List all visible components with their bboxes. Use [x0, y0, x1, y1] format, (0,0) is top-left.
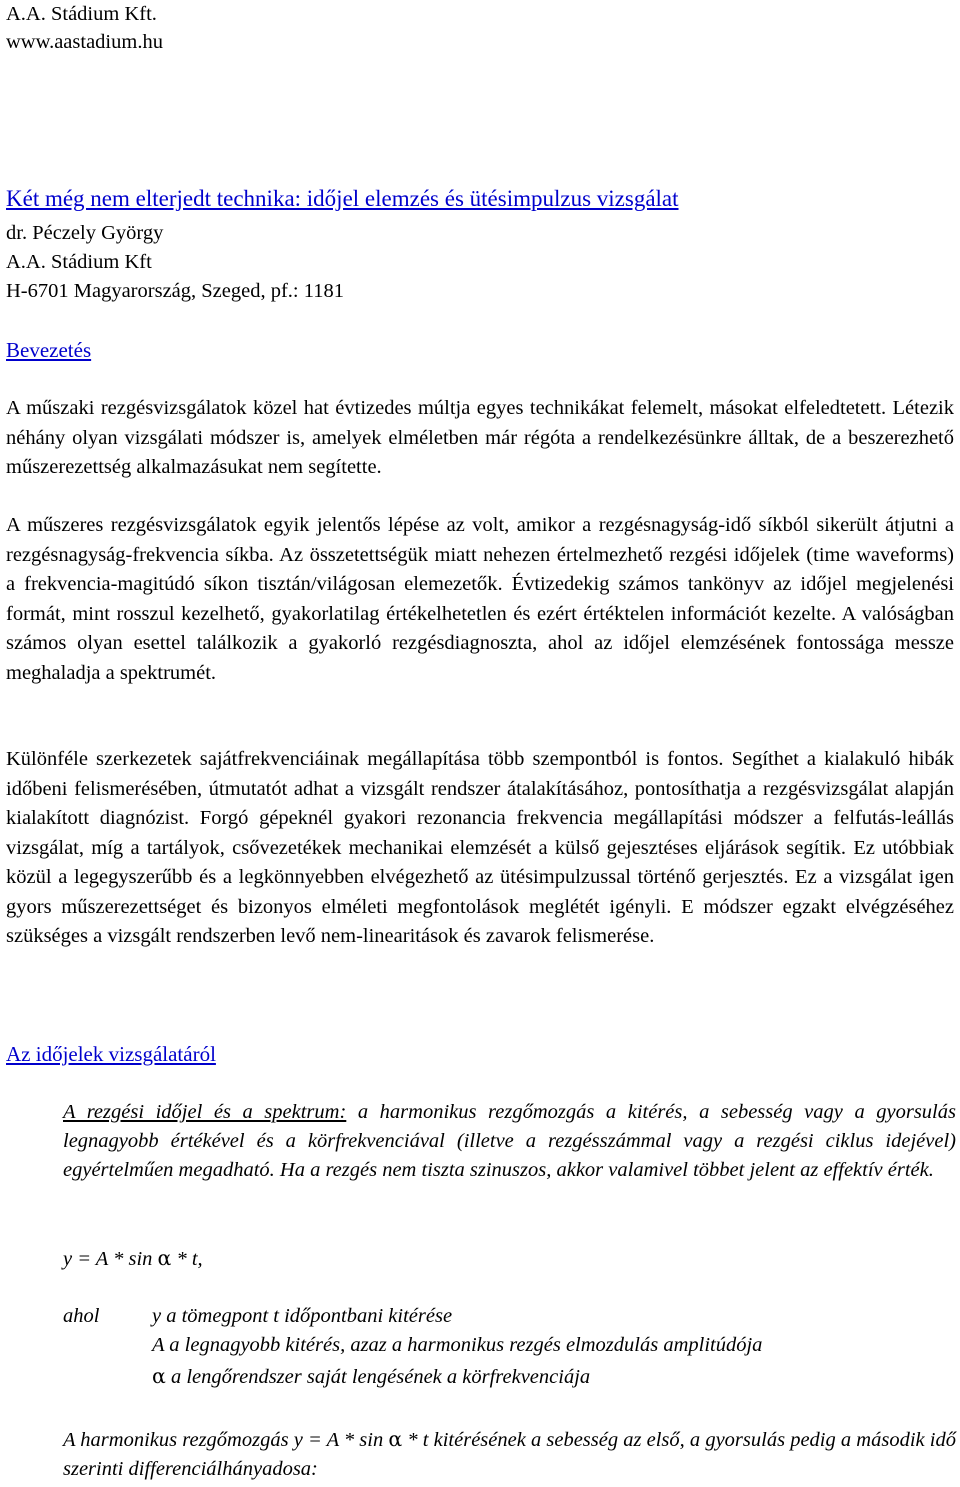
- formula: [63, 1246, 203, 1271]
- author-org: A.A. Stádium Kft: [6, 251, 152, 273]
- section-heading-timesignals: Az időjelek vizsgálatáról: [6, 1042, 216, 1066]
- closing-prefix: A harmonikus rezgőmozgás y = A * sin: [63, 1429, 389, 1451]
- formula-suffix: * t,: [171, 1248, 203, 1270]
- definition-label: A rezgési időjel és a spektrum:: [63, 1101, 347, 1123]
- definition-paragraph: [63, 1098, 956, 1185]
- intro-paragraph-3: Különféle szerkezetek sajátfrekvenciáinak megállapítása több szempontból is fontos. Segíthet a kialakuló hibák időbeni felismerésében, útmutatót adhat a vizsgált rendszer átalakításához, pontosíthatja a rezgésvizsgálat alapján kialakított diagnózist. Forgó gépeknél gyakori rezonancia frekvencia megállapítási módszer a felfutás-leállás vizsgálat, míg a tartályok, csővezetékek mechanikai elemzését a külső gejesztéses eljárások segítik. Ez utóbbiak közül a legegyszerűbb és a legkönnyebben elvégezhető az ütésimpulzussal történő gerjesztés. Ez a vizsgálat igen gyors műszerezettséget és bizonyos elméleti megfontolások meglétét igényli. E módszer egzakt elvégzéséhez szükséges a vizsgált rendszerben levő nem-linearitások és zavarok felismerése.: [6, 748, 954, 947]
- closing-paragraph: [63, 1425, 956, 1484]
- formula-prefix: y = A * sin: [63, 1248, 158, 1270]
- alpha-symbol-def: α: [152, 1364, 166, 1388]
- intro-paragraph-2: A műszeres rezgésvizsgálatok egyik jelentős lépése az volt, amikor a rezgésnagyság-idő síkból sikerült átjutni a rezgésnagyság-frekvencia síkba. Az összetettségük miatt nehezen értelmezhető rezgési időjelek (time waveforms) a frekvencia-magitúdó síkon tisztán/világosan elemezetők. Évtizedekig számos tankönyv az időjel megjelenési formát, mint rosszul kezelhető, gyakorlatilag értékelhetetlen és ezért értéktelen információt kezelte. A valóságban számos olyan esettel találkozik a gyakorló rezgésdiagnoszta, ahol az időjel elemzésének fontossága messze meghaladja a spektrumét.: [6, 514, 954, 684]
- definition-alpha: [152, 1364, 590, 1389]
- definition-alpha-text: a lengőrendszer saját lengésének a körfrekvenciája: [165, 1366, 591, 1388]
- alpha-symbol: α: [157, 1246, 172, 1270]
- document-title: Két még nem elterjedt technika: időjel elemzés és ütésimpulzus vizsgálat: [6, 186, 679, 211]
- author-name: dr. Péczely György: [6, 222, 164, 244]
- alpha-symbol-closing: α: [388, 1427, 403, 1451]
- company-name: A.A. Stádium Kft.: [6, 3, 157, 25]
- definition-a: A a legnagyobb kitérés, azaz a harmonikus rezgés elmozdulás amplitúdója: [152, 1334, 763, 1356]
- intro-paragraph-1: A műszaki rezgésvizsgálatok közel hat évtizedes múltja egyes technikákat felemelt, másokat elfeledtetett. Létezik néhány olyan vizsgálati módszer is, amelyek elméletben már régóta a rendelkezésünkre álltak, de a beszerezhető műszerezettség alkalmazásukat nem segítette.: [6, 397, 954, 478]
- author-address: H-6701 Magyarország, Szeged, pf.: 1181: [6, 280, 344, 302]
- definition-text: a harmonikus rezgőmozgás a kitérés, a sebesség vagy a gyorsulás legnagyobb értékével és a körfrekvenciával (illetve a rezgésszámmal vagy a rezgési ciklus idejével) egyértelműen megadható. Ha a rezgés nem tiszta szinuszos, akkor valamivel többet jelent az effektív érték.: [63, 1101, 956, 1181]
- closing-suffix: * t kitérésének a sebesség az első, a gyorsulás pedig a második idő szerinti differenciálhányadosa:: [63, 1429, 956, 1480]
- company-website: www.aastadium.hu: [6, 31, 163, 53]
- intro-heading: Bevezetés: [6, 338, 92, 362]
- where-label: ahol: [63, 1305, 100, 1327]
- definition-y: y a tömegpont t időpontbani kitérése: [152, 1305, 453, 1327]
